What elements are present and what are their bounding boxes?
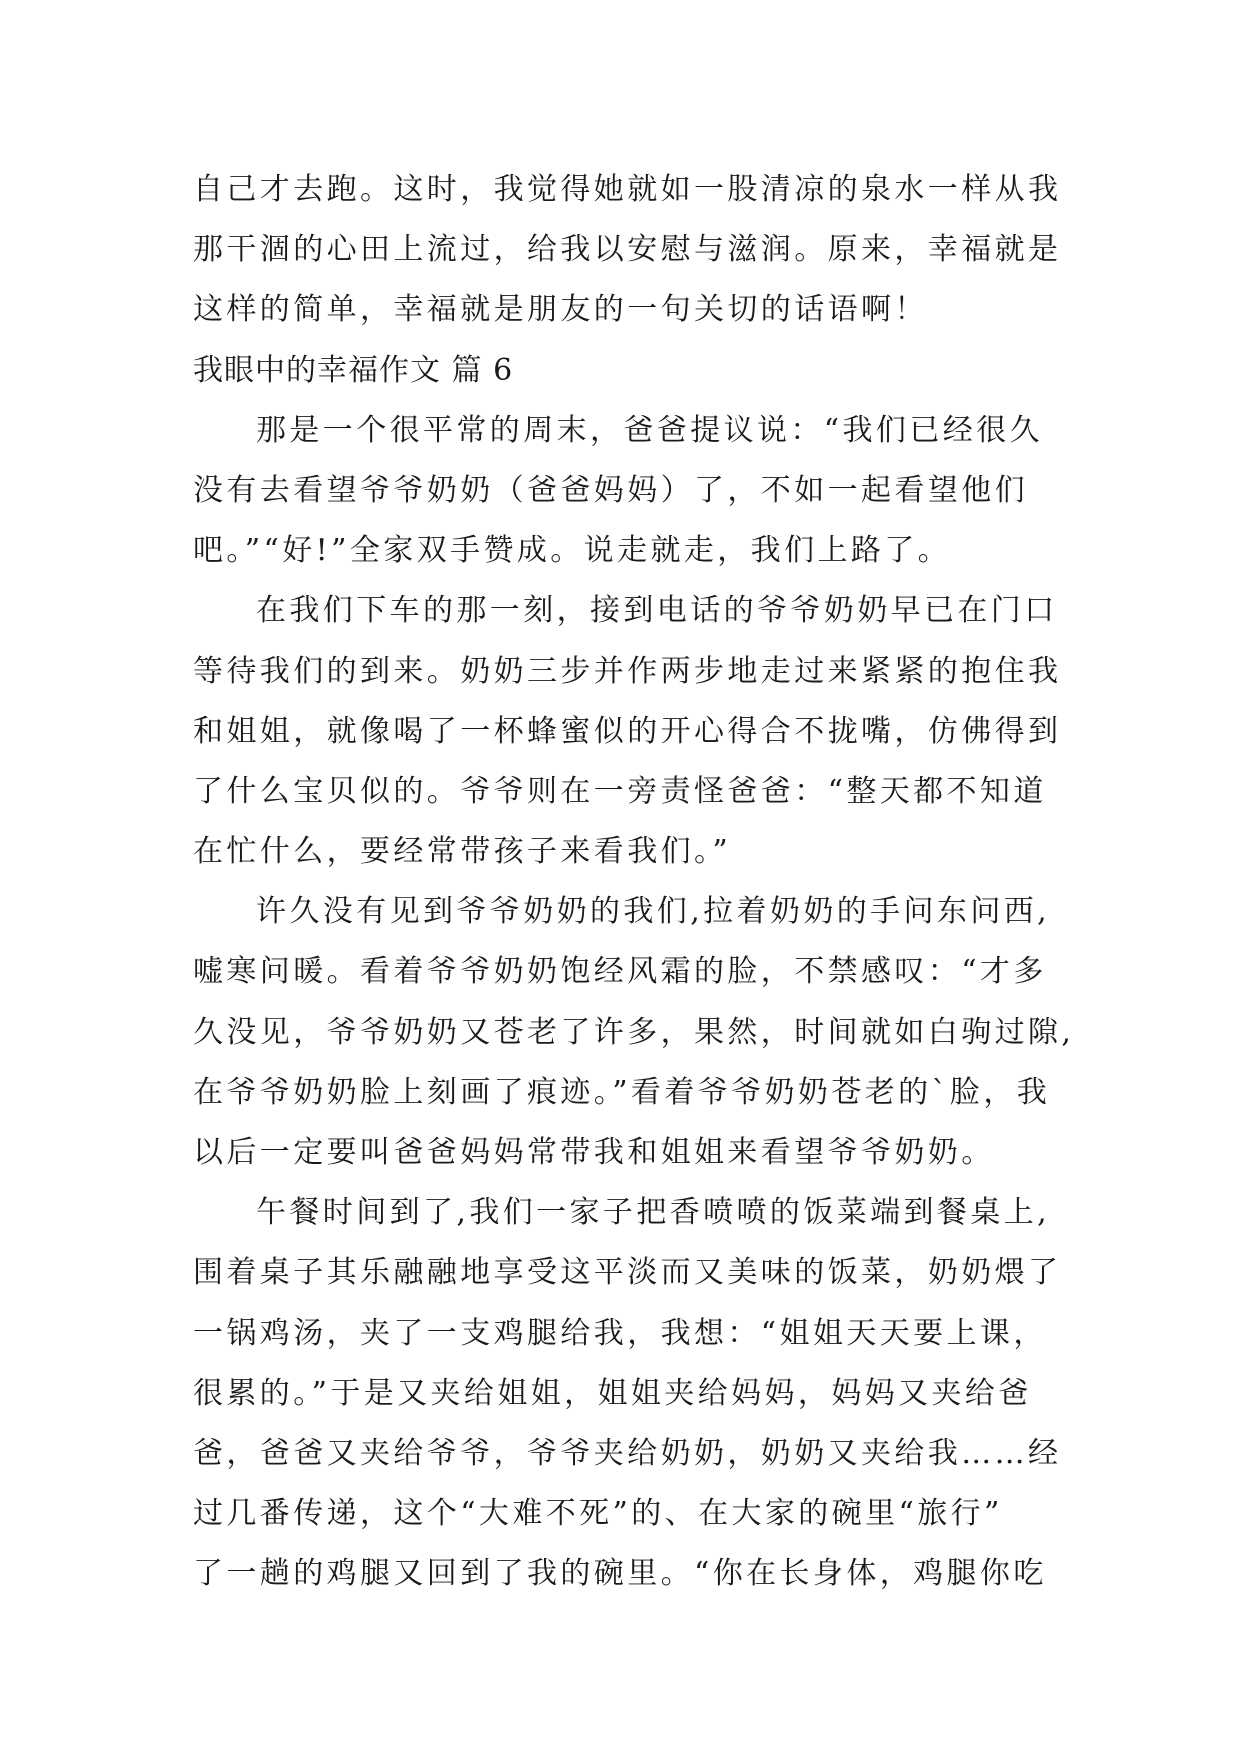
text-line: 过几番传递，这个“大难不死”的、在大家的碗里“旅行” bbox=[193, 1496, 1003, 1532]
paragraph-first-line: 午餐时间到了,我们一家子把香喷喷的饭菜端到餐桌上, bbox=[256, 1195, 1051, 1231]
text-line: 在忙什么，要经常带孩子来看我们。” bbox=[193, 834, 732, 870]
text-line: 了一趟的鸡腿又回到了我的碗里。“你在长身体，鸡腿你吃 bbox=[193, 1556, 1047, 1592]
paragraph-first-line: 在我们下车的那一刻，接到电话的爷爷奶奶早已在门口 bbox=[256, 593, 1058, 629]
document-body bbox=[193, 160, 1075, 1605]
text-line: 吧。”“好!”全家双手赞成。说走就走，我们上路了。 bbox=[193, 533, 952, 569]
text-line: 以后一定要叫爸爸妈妈常带我和姐姐来看望爷爷奶奶。 bbox=[193, 1135, 995, 1170]
text-line: 没有去看望爷爷奶奶（爸爸妈妈）了，不如一起看望他们 bbox=[193, 472, 1028, 508]
text-line: 和姐姐，就像喝了一杯蜂蜜似的开心得合不拢嘴，仿佛得到 bbox=[193, 713, 1062, 749]
text-line: 很累的。”于是又夹给姐姐，姐姐夹给妈妈，妈妈又夹给爸 bbox=[193, 1375, 1032, 1411]
paragraph-first-line: 许久没有见到爷爷奶奶的我们,拉着奶奶的手问东问西, bbox=[256, 894, 1051, 930]
text-line: 一锅鸡汤，夹了一支鸡腿给我，我想：“姐姐天天要上课， bbox=[193, 1315, 1047, 1351]
text-line: 久没见，爷爷奶奶又苍老了许多，果然，时间就如白驹过隙, bbox=[193, 1014, 1075, 1050]
text-line: 自己才去跑。这时，我觉得她就如一股清凉的泉水一样从我 bbox=[193, 172, 1062, 207]
text-line: 围着桌子其乐融融地享受这平淡而又美味的饭菜，奶奶煨了 bbox=[193, 1255, 1062, 1291]
text-line: 那干涸的心田上流过，给我以安慰与滋润。原来，幸福就是 bbox=[193, 232, 1062, 268]
text-line: 在爷爷奶奶脸上刻画了痕迹。”看着爷爷奶奶苍老的`脸，我 bbox=[193, 1074, 1051, 1110]
text-line: 这样的简单，幸福就是朋友的一句关切的话语啊！ bbox=[193, 292, 928, 328]
text-line: 了什么宝贝似的。爷爷则在一旁责怪爸爸：“整天都不知道 bbox=[193, 773, 1047, 809]
text-line: 爸，爸爸又夹给爷爷，爷爷夹给奶奶，奶奶又夹给我……经 bbox=[193, 1435, 1062, 1471]
text-line: 嘘寒问暖。看着爷爷奶奶饱经风霜的脸，不禁感叹：“才多 bbox=[193, 954, 1047, 990]
text-line: 等待我们的到来。奶奶三步并作两步地走过来紧紧的抱住我 bbox=[193, 653, 1062, 689]
section-heading: 我眼中的幸福作文 篇 6 bbox=[193, 352, 514, 388]
paragraph-first-line: 那是一个很平常的周末，爸爸提议说：“我们已经很久 bbox=[256, 412, 1043, 448]
